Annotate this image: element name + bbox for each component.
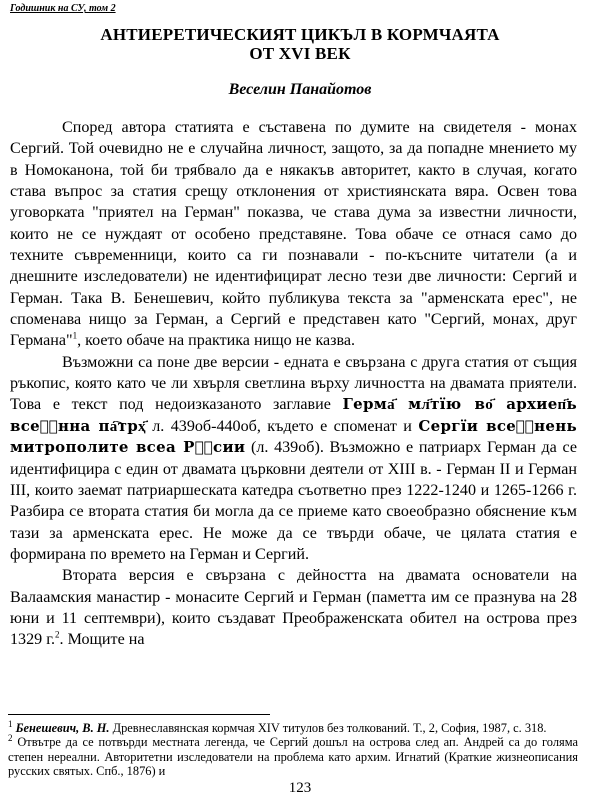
paragraph-text: л. 439об-440об, където е споменат и bbox=[152, 417, 412, 435]
footnotes bbox=[8, 718, 578, 779]
footnote-ref: 2 bbox=[55, 629, 60, 640]
article-title-line2: ОТ XVI ВЕК bbox=[249, 44, 351, 63]
footnote bbox=[8, 718, 578, 735]
footnote-number: 1 bbox=[8, 718, 13, 729]
paragraph-text: Възможни са поне две версии - едната е свързана с друга статия от същия ръкопис, която като че ли хвърля светлина върху личността на двамата приятели. Това е текст под недоизказаното заглавие bbox=[10, 353, 577, 414]
body-text bbox=[10, 117, 577, 651]
paragraph-text: (л. 439об). Възможно е патриарх Герман да се идентифицира с един от двамата църковни деятели от XIII в. - Герман II и Герман III, които заемат патриаршеската катедра съответно през 1222-1240 и 1265-1266 г. Разбира се втората статия би могла да се приеме като своеобразно обяснение към тази за арменската ерес. Не може да се твърди обаче, че цялата статия е формирана по времето на Герман и Сергий. bbox=[10, 439, 577, 563]
paragraph-text: , което обаче на практика нищо не казва. bbox=[77, 332, 356, 350]
author-name: Веселин Панайотов bbox=[228, 81, 372, 98]
church-slavonic-quote: Герма҃ мл҃тїю во҃ архиеп҃ь всеⷧ҇нна па҇трҳ҃ bbox=[10, 395, 577, 435]
footnote bbox=[8, 735, 578, 778]
paragraph-text: Втората версия е свързана с дейността на двамата основатели на Валаамския манастир - монасите Сергий и Герман (паметта им се празнува на 28 юни и 11 септември), които създават Преображенската обител на острова през 1329 г. bbox=[10, 567, 577, 649]
footnote-text: Отвътре да се потвърди местната легенда, че Сергий дошъл на острова след ап. Андрей са до голяма степен нереални. Авторитетни изследователи на проблема като архим. Игнатий (Краткие жизнеописания русских святых. Спб., 1876) и bbox=[8, 735, 578, 779]
paragraph bbox=[10, 565, 577, 650]
running-head: Годишник на СУ, том 2 bbox=[10, 3, 116, 14]
church-slavonic-quote: Сергїи всеⷧ҇нень митрополите всеа Рꙋ҇сии bbox=[10, 416, 577, 457]
footnote-text: Древнеславянская кормчая XIV титулов без толкований. Т., 2, София, 1987, с. 318. bbox=[112, 721, 547, 735]
paragraph bbox=[10, 117, 577, 352]
paragraph-text: Според автора статията е съставена по думите на свидетеля - монах Сергий. Той очевидно не е случайна личност, защото, за да попадне мнението му в Номоканона, той би трябвало да е някакъв авторитет, както в случая, когато става въпрос за статия срещу отклонения от християнската вяра. Освен това уговорката "приятел на Герман" показва, че става дума за известни личности, които не се нуждаят от особено представяне. Това обаче се отнася само до техните съвременници, които са ги познавали - по-късните читатели (а и днешните изследователи) не идентифицират лесно тези две личности: Сергий и Герман. Така В. Бенешевич, който публикува текста за "арменската ерес", не споменава нищо за Герман, а Сергий е представен като "Сергий, монах, друг Германа" bbox=[10, 119, 577, 350]
footnote-number: 2 bbox=[8, 733, 13, 744]
footnote-author: Бенешевич, В. Н. bbox=[15, 721, 110, 735]
footnote-separator bbox=[8, 714, 270, 715]
paragraph-text: . Мощите на bbox=[59, 631, 145, 649]
article-title-line1: АНТИЕРЕТИЧЕСКИЯТ ЦИКЪЛ В КОРМЧАЯТА bbox=[100, 25, 500, 44]
footnote-ref: 1 bbox=[72, 331, 78, 342]
page-number: 123 bbox=[288, 780, 312, 796]
paragraph bbox=[10, 352, 577, 565]
